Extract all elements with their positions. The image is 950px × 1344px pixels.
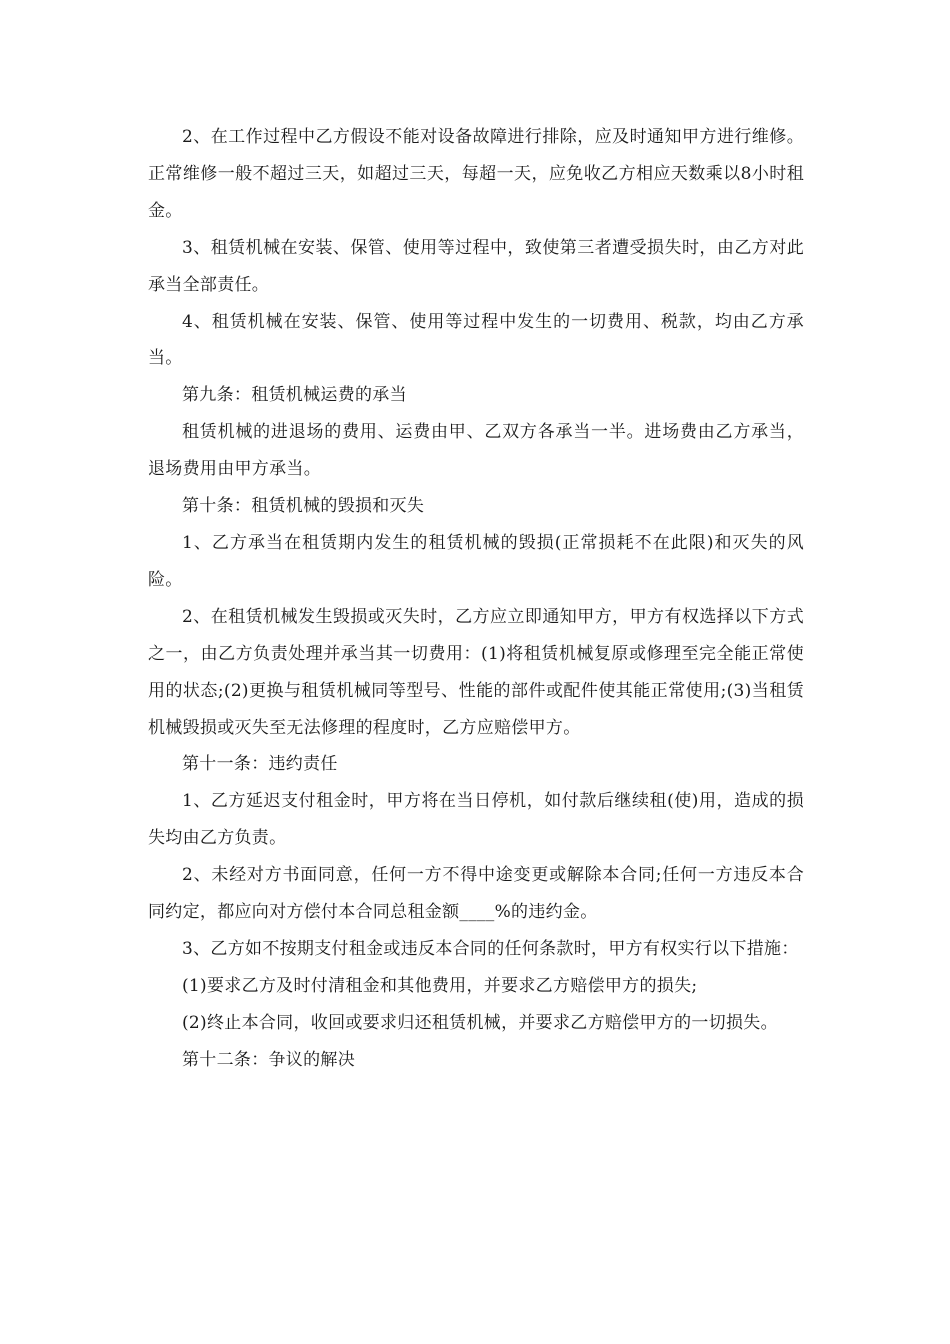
heading-clause-11: 第十一条：违约责任 [182, 754, 338, 775]
paragraph-clause-8-item-2: 2、在工作过程中乙方假设不能对设备故障进行排除，应及时通知甲方进行维修。正常维修一般不超过三天，如超过三天，每超一天，应免收乙方相应天数乘以8小时租金。 [148, 127, 804, 221]
paragraph-clause-11-item-2: 2、未经对方书面同意，任何一方不得中途变更或解除本合同;任何一方违反本合同约定，都应向对方偿付本合同总租金额____%的违约金。 [148, 865, 804, 923]
paragraph-clause-8-item-3: 3、租赁机械在安装、保管、使用等过程中，致使第三者遭受损失时，由乙方对此承当全部责任。 [148, 237, 804, 295]
paragraph-clause-11-item-3: 3、乙方如不按期支付租金或违反本合同的任何条款时，甲方有权实行以下措施： [182, 938, 799, 959]
heading-clause-9: 第九条：租赁机械运费的承当 [182, 385, 407, 406]
paragraph-clause-10-item-1: 1、乙方承当在租赁期内发生的租赁机械的毁损(正常损耗不在此限)和灭失的风险。 [148, 532, 804, 590]
paragraph-clause-11-measure-2: (2)终止本合同，收回或要求归还租赁机械，并要求乙方赔偿甲方的一切损失。 [182, 1012, 778, 1033]
paragraph-clause-8-item-4: 4、租赁机械在安装、保管、使用等过程中发生的一切费用、税款，均由乙方承当。 [148, 311, 804, 369]
paragraph-clause-9-body: 租赁机械的进退场的费用、运费由甲、乙双方各承当一半。进场费由乙方承当，退场费用由甲方承当。 [148, 422, 804, 480]
paragraph-clause-11-item-1: 1、乙方延迟支付租金时，甲方将在当日停机，如付款后继续租(使)用，造成的损失均由乙方负责。 [148, 791, 804, 849]
heading-clause-12: 第十二条：争议的解决 [182, 1049, 355, 1070]
document-page [148, 119, 804, 1079]
paragraph-clause-10-item-2: 2、在租赁机械发生毁损或灭失时，乙方应立即通知甲方，甲方有权选择以下方式之一，由乙方负责处理并承当其一切费用：(1)将租赁机械复原或修理至完全能正常使用的状态;(2)更换与租赁机械同等型号、性能的部件或配件使其能正常使用;(3)当租赁机械毁损或灭失至无法修理的程度时，乙方应赔偿甲方。 [148, 606, 804, 738]
heading-clause-10: 第十条：租赁机械的毁损和灭失 [182, 496, 425, 517]
paragraph-clause-11-measure-1: (1)要求乙方及时付清租金和其他费用，并要求乙方赔偿甲方的损失; [182, 975, 698, 996]
